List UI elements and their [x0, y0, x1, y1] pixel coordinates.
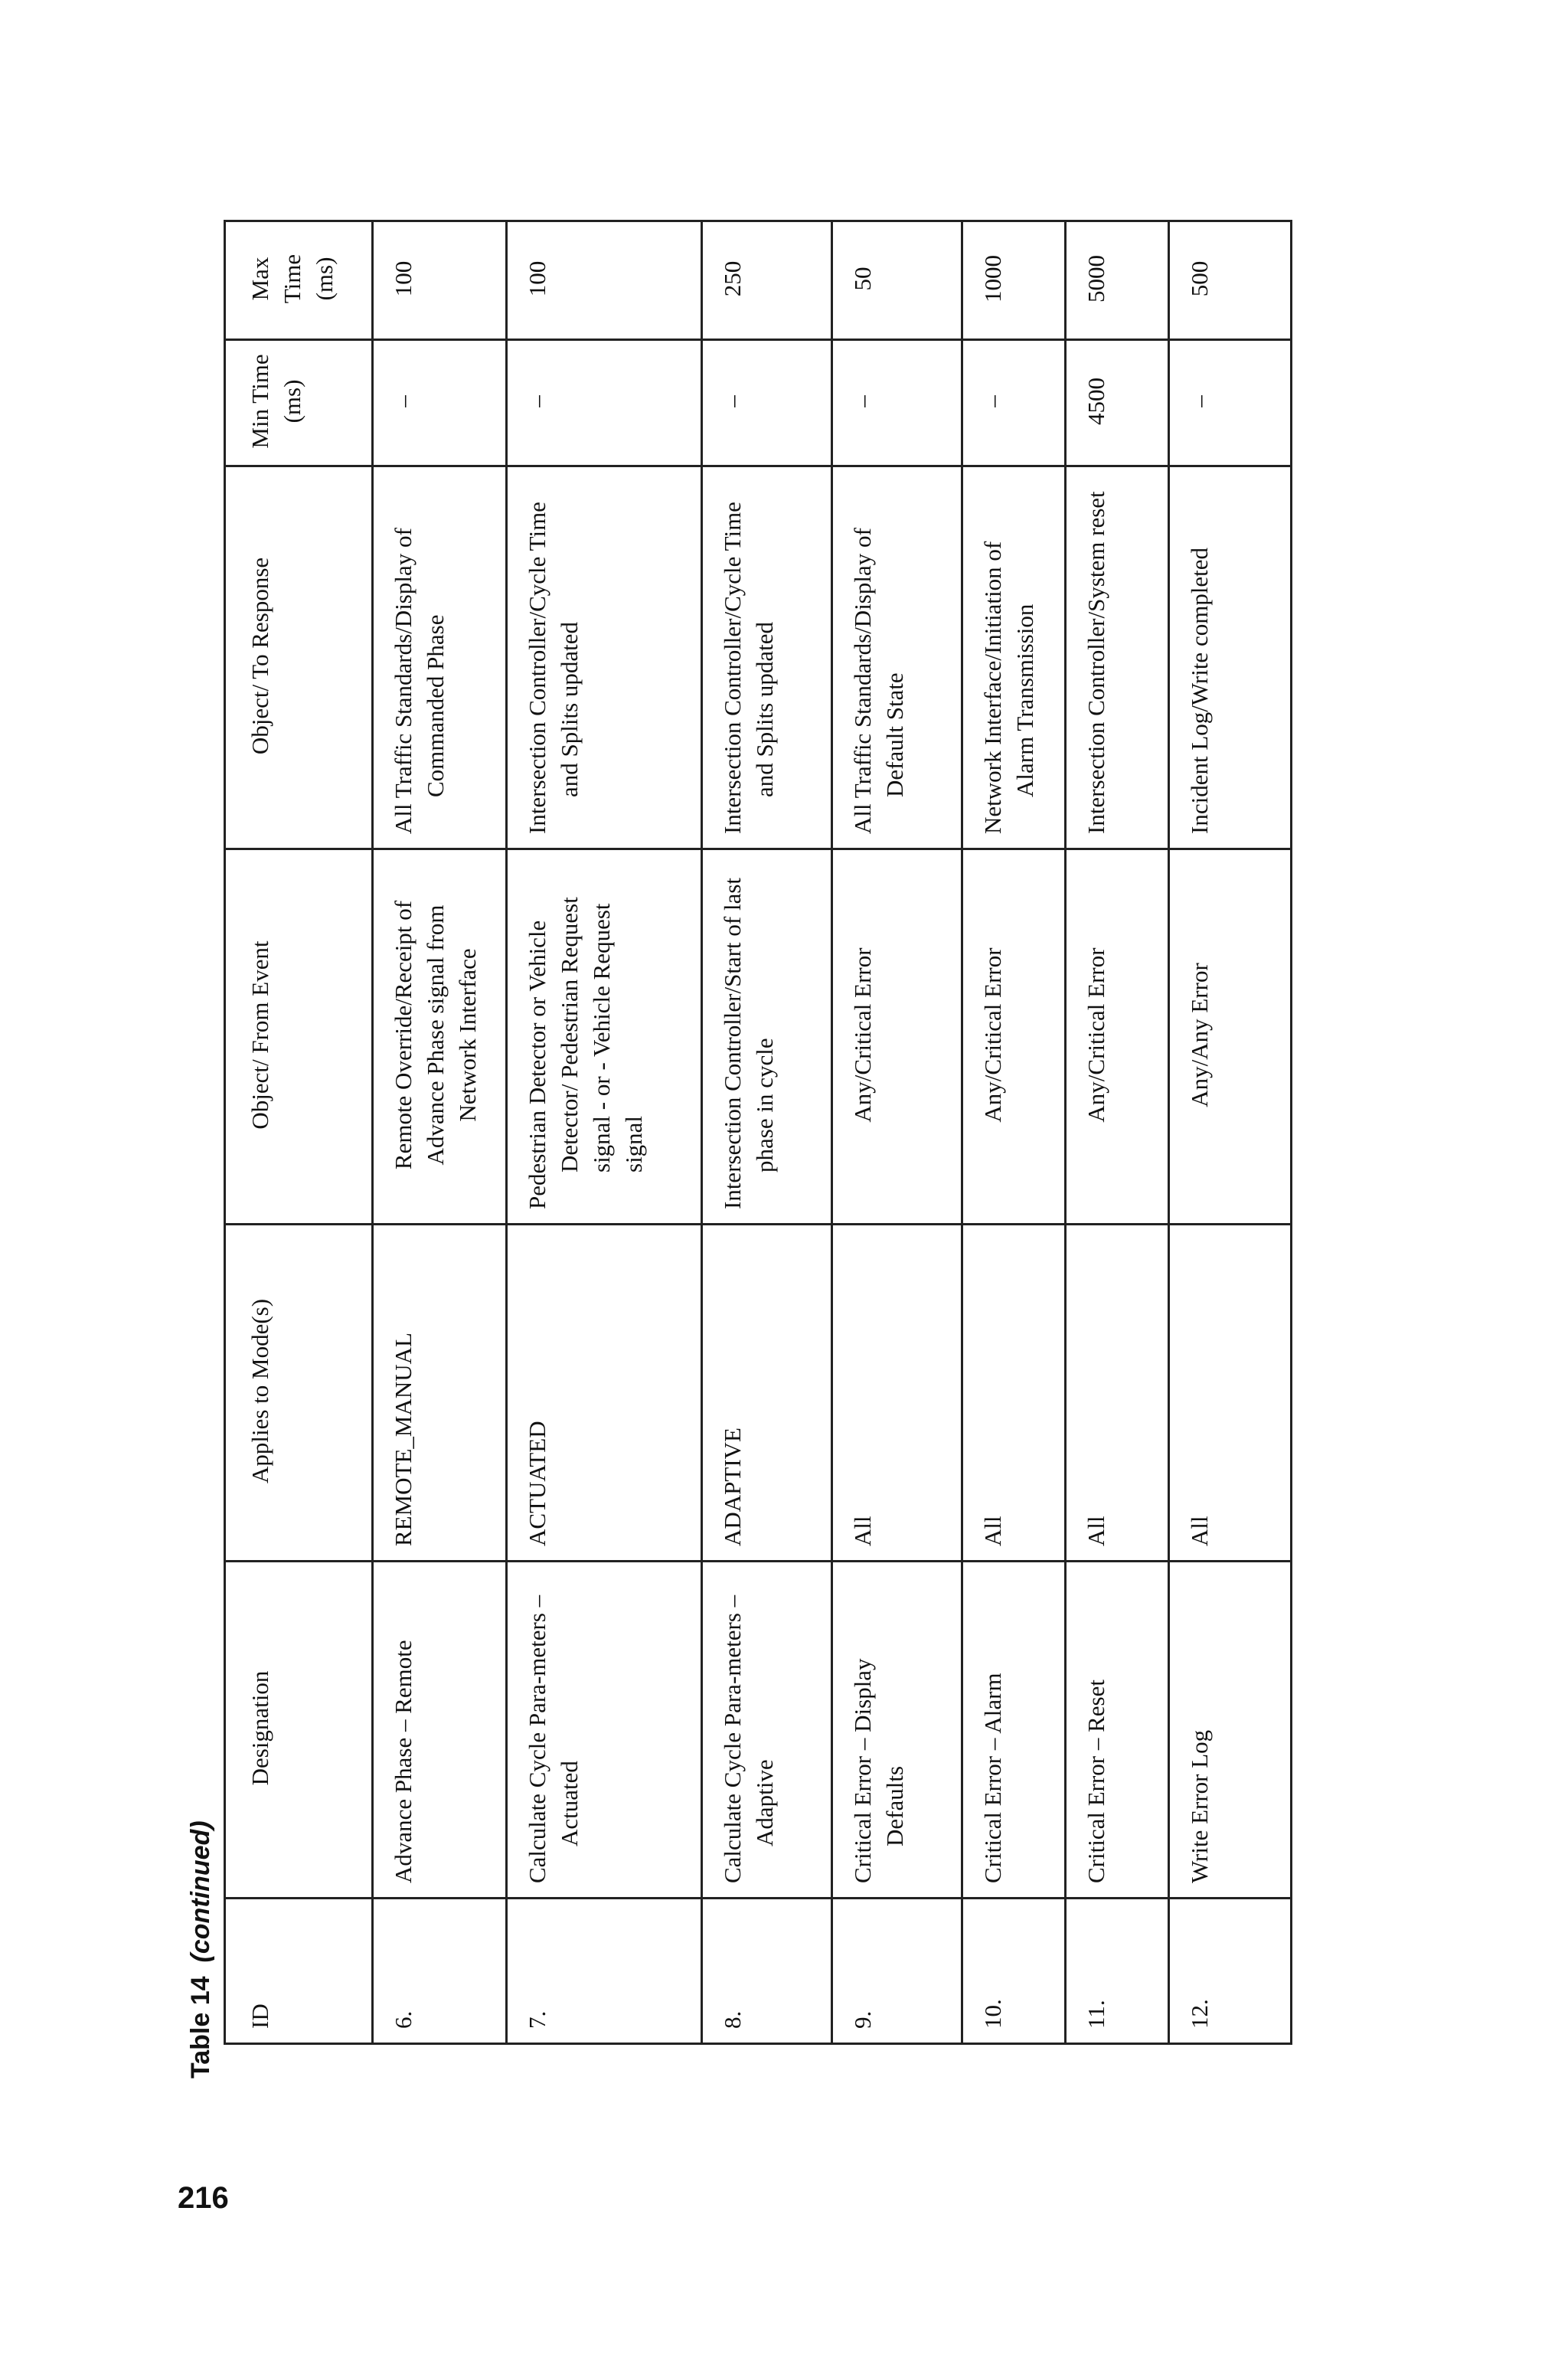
cell-id: 9. [832, 1899, 962, 2044]
cell-to-response [702, 466, 832, 849]
header-id: ID [225, 1899, 373, 2044]
cell-min-time: – [1169, 340, 1292, 466]
cell-to-response [1169, 466, 1292, 849]
cell-to-response-text: Intersection Controller/Cycle Time and Splits updated [524, 502, 583, 834]
cell-modes: All [832, 1225, 962, 1562]
cell-designation [962, 1562, 1066, 1899]
timing-requirements-table [224, 220, 1292, 2045]
cell-id: 11. [1066, 1899, 1169, 2044]
header-to-response: Object/ To Response [225, 466, 373, 849]
cell-from-event: Any/Any Error [1169, 849, 1292, 1225]
cell-from-event [507, 849, 702, 1225]
table-caption-suffix: (continued) [186, 1820, 215, 1963]
cell-designation-text: Advance Phase – Remote [390, 1640, 416, 1883]
table-row [962, 221, 1066, 2044]
cell-from-event: Remote Override/Receipt of Advance Phase signal from Network Interface [373, 849, 507, 1225]
cell-min-time: – [962, 340, 1066, 466]
cell-min-time: – [702, 340, 832, 466]
header-max-time: Max Time (ms) [225, 221, 373, 340]
table-row [373, 221, 507, 2044]
cell-id: 6. [373, 1899, 507, 2044]
cell-min-time: – [832, 340, 962, 466]
cell-min-time: 4500 [1066, 340, 1169, 466]
cell-modes: All [1169, 1225, 1292, 1562]
cell-to-response-text: Incident Log/Write completed [1186, 547, 1213, 834]
header-from-event: Object/ From Event [225, 849, 373, 1225]
cell-max-time: 50 [832, 221, 962, 340]
table-row [832, 221, 962, 2044]
cell-max-time: 100 [373, 221, 507, 340]
cell-designation [1169, 1562, 1292, 1899]
table-caption-label: Table 14 [186, 1976, 215, 2079]
cell-from-event [702, 849, 832, 1225]
cell-designation-text: Calculate Cycle Para-meters – Actuated [524, 1594, 583, 1883]
cell-from-event-text: Pedestrian Detector or Vehicle Detector/ Pedestrian Request signal - or - Vehicle Request signal [524, 897, 647, 1209]
cell-min-time: – [373, 340, 507, 466]
cell-designation-text: Critical Error – Reset [1083, 1680, 1109, 1883]
cell-modes: ACTUATED [507, 1225, 702, 1562]
table-caption [182, 322, 219, 2083]
cell-designation-text: Calculate Cycle Para-meters – Adaptive [719, 1594, 778, 1883]
cell-max-time: 500 [1169, 221, 1292, 340]
cell-id: 10. [962, 1899, 1066, 2044]
cell-id: 12. [1169, 1899, 1292, 2044]
table-row [507, 221, 702, 2044]
cell-min-time: – [507, 340, 702, 466]
cell-modes: ADAPTIVE [702, 1225, 832, 1562]
cell-designation [373, 1562, 507, 1899]
cell-from-event: Any/Critical Error [832, 849, 962, 1225]
cell-from-event: Any/Critical Error [962, 849, 1066, 1225]
page-number: 216 [178, 2181, 229, 2215]
cell-designation [507, 1562, 702, 1899]
cell-to-response [373, 466, 507, 849]
table-row [702, 221, 832, 2044]
cell-max-time: 100 [507, 221, 702, 340]
cell-to-response-text: Network Interface/Initiation of Alarm Transmission [979, 541, 1038, 834]
header-modes: Applies to Mode(s) [225, 1225, 373, 1562]
cell-to-response-text: Intersection Controller/Cycle Time and Splits updated [719, 502, 778, 834]
cell-designation [1066, 1562, 1169, 1899]
cell-modes: REMOTE_MANUAL [373, 1225, 507, 1562]
cell-to-response [962, 466, 1066, 849]
rotated-table-block [182, 253, 1354, 2083]
cell-to-response-text: All Traffic Standards/Display of Default State [849, 528, 908, 834]
cell-to-response [832, 466, 962, 849]
cell-to-response [1066, 466, 1169, 849]
header-designation: Designation [225, 1562, 373, 1899]
cell-id: 8. [702, 1899, 832, 2044]
table-row [1066, 221, 1169, 2044]
cell-designation-text: Critical Error – Alarm [979, 1673, 1006, 1883]
table-row [1169, 221, 1292, 2044]
header-min-time: Min Time (ms) [225, 340, 373, 466]
cell-id: 7. [507, 1899, 702, 2044]
cell-from-event-text: Intersection Controller/Start of last phase in cycle [719, 877, 778, 1209]
table-header-row [225, 221, 373, 2044]
cell-max-time: 5000 [1066, 221, 1169, 340]
cell-max-time: 250 [702, 221, 832, 340]
cell-to-response-text: Intersection Controller/System reset [1083, 491, 1109, 834]
cell-to-response [507, 466, 702, 849]
cell-modes: All [962, 1225, 1066, 1562]
cell-modes: All [1066, 1225, 1169, 1562]
cell-designation-text: Write Error Log [1186, 1729, 1213, 1883]
cell-from-event: Any/Critical Error [1066, 849, 1169, 1225]
cell-designation-text: Critical Error – Display Defaults [849, 1658, 908, 1883]
cell-max-time: 1000 [962, 221, 1066, 340]
cell-designation [702, 1562, 832, 1899]
cell-designation [832, 1562, 962, 1899]
cell-to-response-text: All Traffic Standards/Display of Commanded Phase [390, 528, 449, 834]
